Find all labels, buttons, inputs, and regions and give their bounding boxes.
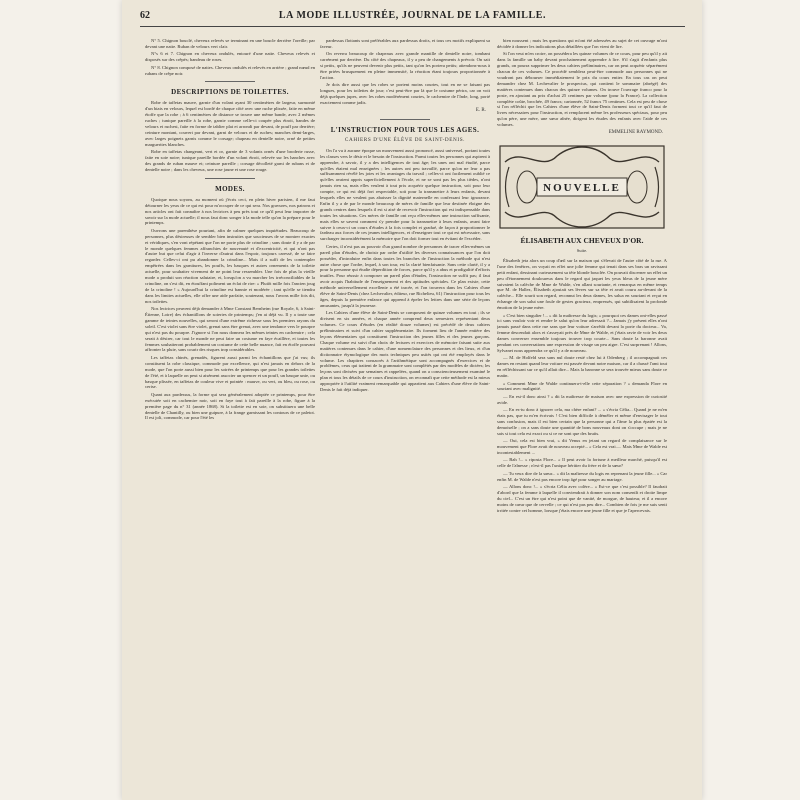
paragraph: Ouvrons une parenthèse pourtant, afin de calmer quelques inquiétudes. Beaucoup de personnes, plus désireuses de sembler bien instruites que soucieuses de se montrer exactes et véridiques, s'en vont répétant que l'on ne porte plus de crinoline ; sans doute il y a de par le monde quelques femmes affranchies de nouveauté et d'excentricité, et qui n'ont pas d'autre but que celui d'agir à l'inverse d'autrui dans l'espoir, toujours caressé, de se faire regarder. Celles-ci ont pu abandonner la crinoline... Mais il a suffi de les contempler empêtrées dans les garnitures, les pouffs, les basques et autres ornements de la toilette actuelle, pour souhaiter vivement de ne point leur ressembler. Une fois de plus la vieille mode a produit son réaction salutaire, et, lorsqu'on a vu marcher les irréconciliables de la crinoline, on s'est dit, en étouffant poliment un éclat de rire: « Plutôt mille fois l'ancien joug de la crinoline ! » Aujourd'hui la crinoline est bannie et modérée ; tant qu'elle se tiendra dans les limites actuelles, elle offre une aide parfaite, soutenant, nous l'avons mille fois dit, nos toilettes. [145, 227, 315, 304]
paragraph: Quant aux pardessus, la forme qui sera généralement adoptée ce printemps, pour être exécutée soit en cachemire noir, soit en faye tout à fait pareille à la robe, figure à la première page du n° 31 (année 1868). Si la toilette est en soie, on substituera une belle dentelle de Chantilly, ou bien une guipure, à la frange garnissant les contours de ce paletot. Il est joli, commode, car pour l'été les [145, 391, 315, 421]
nouvelle-ornament [497, 142, 667, 232]
paragraph: — Allons donc !... » s'écria Célia avec colère... « Est-ce que c'est possible? Il faudrait d'abord que la femme à laquelle il conviendrait à donner son nom consentît et droite limpe du ciel... C'est un être qui n'est point que de vanité, de morgue, de hauteur, et il a encore moins de cœur que de cervelle ; ce qui n'est pas peu dire... Combien de fois je me suis senti irritée contre cet homme, lorsque j'étais encore une jeune fille et que je l'apercevais. [497, 484, 667, 513]
paragraph: N°s 6 et 7. Chignon en cheveux ondulés, entouré d'une natte. Cheveux relevés et disposés sur des crêpés; bandeau de roses. [145, 51, 315, 63]
paragraph: Je dois dire aussi que les robes se portent moins courtes, tout en ne se faisant pas longues, pour les toilettes de jour; c'est peut-être par là que le costume périra, car on voit déjà quelques jupes, avec les robes modérément courtes, le cachemire de l'Inde, long, porté exactement comme jadis. [320, 82, 490, 106]
paragraph: bien noussent ; mais les questions qui m'ont été adressées au sujet de cet ouvrage m'ont décidée à donner les indications plus détaillées que l'on vient de lire. [497, 38, 667, 49]
story-title: ÉLISABETH AUX CHEVEUX D'OR. [520, 236, 644, 245]
section-divider [205, 178, 255, 179]
paragraph: « Comment Mme de Walde continuera-t-elle cette séparation ? » demanda Flore en souriant avec malignité. [497, 380, 667, 392]
paragraph: Les Cahiers d'une élève de Saint-Denis se composent de quinze volumes en tout ; ils se divisent en six années, et chaque année comprend deux semestres représentant deux volumes. Ce cours d'études (en réalité douze volumes) est précédé de deux cahiers préliminaires et suivi d'un cahier supplémentaire. Ils forment lieu de l'année entière des leçons élémentaires qui constituent l'instruction des jeunes filles et des jeunes garçons. Chaque volume est suivi d'un choix de lectures et exercices de mémoire faisant suite aux matières contenues dans le cahier, d'une nomenclature des personnes et des lieux, et d'un dictionnaire étymologique des mots techniques peu usités qui ont été employés dans le volume. Les chapitres consacrés à l'arithmétique sont accompagnés d'exercices et de problèmes, ceux qui traitent de la grammaire sont complétés par des modèles de dictées; les leçons sont divisées par semaines et rappelées, quand on a consciencieusement examiné le plan et tous les détails de ce cours d'instruction, on reconnaît que cette méthode est la mieux appropriée à l'utilité vraiment remarquable qui appartient aux Cahiers d'une élève de Saint-Denis le fait déjà indiquer. [320, 310, 490, 393]
paragraph: Robe de taffetas mauve, garnie d'un volant ayant 30 centimètres de largeur, surmonté d'un biais en velours, lequel est bordé de chaque côté avec une ruche plissée, faite en même étoffe que la robe ; à 6 centimètres de distance se trouve une même bande, avec 2 mêmes ruches ; tunique pareille à la robe, garnie comme celle-ci coupée plus étroit, bandes de velours et ruchest, faite en forme de tablier plat et arrondi par devant, de pouff par derrière; ceinture montant, couvert par devant, garni de velours et de ruches; manches demi-larges, avec larges poignets garnis comme le corsage; chapeau en dentelle noire, orné de petites marguerites blanches. [145, 100, 315, 147]
section-title-toilettes: DESCRIPTIONS DE TOILETTES. [171, 88, 289, 97]
banner-label: NOUVELLE [543, 182, 621, 194]
story-suite: Suite. [576, 248, 588, 253]
paragraph: — Oui, cela est bien vrai, » dit Venus en jetant un regard de complaisance sur le mouvement que Flore avait de nouveau accepté... « Cela est vrai..... Mais Mme de Walde est incontestablement ... [497, 438, 667, 455]
paragraph: Élisabeth jeta alors un coup d'œil sur la maison qui s'élevait de l'autre côté de la rue. A l'une des fenêtres, on voyait en effet une jolie femme qui tenait dans ses bras un ravissant petit enfant, dessinant curieusement sa tête blonde bouclée. On pouvait discerner un effet un peu d'étonnement douloureux dans le regard qui jaquet les yeux bleus de la jeune mère suivaient la calèche de Mme de Walde, s'en allant souriante, et remarqua en même temps que M. de Hallez, Élisabeth ajoutait ses lèvres sur sa tête et avait couru au-devant de la calèche... Elle sourit son regard, reconnut les deux dames, les salua en souriant et reçut en échange de son salut une foule de gestes gracieux, empressés, qui subtilisaient la profonde émotion de la jeune mère. [497, 257, 667, 311]
column-3 [497, 38, 667, 788]
paragraph: — M. de Holfeld sera sans nul doute resté chez lui à Odenberg ; il accompagnait ces dames en restant quand leur voiture est passée devant notre maison, car il a chassé l'ami tout en réfléchissant sur ce qu'il allait dire... Mais la baronne se sera trouvée mieux sans doute ce matin. [497, 355, 667, 379]
paragraph: — Bah !... » riposta Flore... « Il peut avoir la fortune à meilleur marché, puisqu'il est celle de l'aînesse ; n'est-il pas l'unique héritier du frère et de la sœur? [497, 457, 667, 469]
paragraph: Si l'on veut m'en croire, on possédera les quinze volumes de ce cours, pour peu qu'il y ait dans la famille un baby devant prochainement apprendre à lire. S'il s'agit d'enfants plus grands, on pourra supprimer les deux cahiers préliminaires, car on peut acquérir séparément chacun de ces volumes. Ce procédé semblera peut-être commode aux personnes qui ne voudront pas débourser immédiatement le prix du cours entier. En tous cas on peut demander chez M. Lechevalier le prospectus, qui contient le sommaire (abrégé) des matières contenues dans chacun des quinze volumes. On trouve l'ouvrage franco pour la poste, en ajoutant au prix d'achat 25 centimes par volume (pour la France). La collection complète coûte, brochée, 49 francs; cartonnée, 52 francs 75 centimes. Cela est peu de chose si l'on réfléchit que les Cahiers d'une élève de Saint-Denis forment tout ce qu'il faut de livres nécessaires pour l'instruction, et remplacent même les professeurs spéciaux, pour peu qu'on père, une mère, une sœur aînée, dirigent les études des enfants avec l'aide de ces volumes. [497, 51, 667, 128]
section-divider [205, 81, 255, 82]
section-divider [380, 119, 430, 120]
paragraph: Quoique nous soyons, au moment où j'écris ceci, en plein hiver parisien, il me faut détourner les yeux de ce qui est pour m'occuper de ce qui sera. Nos gravures, nos patrons et nos articles ont fait connaître à nos lectrices à peu près tout ce qu'il peut leur importer de savoir sur la mode actuelle; il nous faut donc songer à la mode telle qu'on la prépare pour le printemps. [145, 196, 315, 226]
paragraph: Robe en taffetas changeant, vert et or, garnie de 3 volants ornés d'une broderie russe, faite en soie noire; tunique pareille bordée d'un volant étroit, relevée sur les hanches avec des grands de ruban mauve et; ceinture pareille ; corsage décolleté garni de rubans et de dentelle noire ; dans les cheveux, une rose jaune et une rose rouge. [145, 149, 315, 172]
paragraph: — En es-tu donc à ignorer cela, ma chère enfant? ... « s'écria Célia... Quand je ne m'en étais pas, que tu m'en écrivais ! C'est bien difficile à démêler et même d'envisager le tout sans confusion, mais il est bien certain que la personne qui a l'âme la plus épatée est la demoiselle ; on a sans doute une quantité de bons nouveaux dont on s'occupe ; mais je ne sais si tout cela est exact ou si ce ne sont que des bruits. [497, 407, 667, 436]
paragraph: « C'est bien singulier !... » dit la maîtresse du logis; « pourquoi ces dames ont-elles passé ici sans vouloir voir et rendre le salut qu'on leur adressait ?... Jamais j'y présent elles n'ont jamais passé dans cette rue sans que leur voiture s'arrêtât devant la porte du docteur... Va, femme descendait alors et s'asseyait près de Mme de Walde, et j'étais ravie de voir les deux dames converser ensemble toujours trouver trop courte... Sans doute la baronne avait pendant ces conversations une expression de visage un peu aigre. C'est surprenant ! Allons, Sylvanet nous apprendra ce qu'il y a de nouveau. [497, 312, 667, 353]
paragraph: — Tu veux dire de la sœur... » dit la maîtresse du logis en reprenant la jeune fille... « Car enfin M. de Walde n'est pas encore trop âgé pour songer au mariage. [497, 470, 667, 482]
journal-title: LA MODE ILLUSTRÉE, JOURNAL DE LA FAMILLE. [278, 10, 547, 21]
page-number: 62 [140, 10, 150, 21]
column-1 [145, 38, 315, 788]
section-title-instruction: L'INSTRUCTION POUR TOUS LES AGES. [330, 125, 480, 134]
paragraph: N° 8. Chignon composé de nattes. Cheveux ondulés et relevés en arrière ; grand nœud en rubans de crêpe noir. [145, 64, 315, 76]
paragraph: Les taffetas chinés, grenadés, figurent aussi parmi les échantillons que j'ai vus; ils constituent la robe classique, commode par excellence, qui n'est jamais en dehors de la mode, que l'on porte aussi bien pour les soirées de printemps que pour les grandes toilettes de l'été, et à laquelle on peut si aisément associer un spencer et un pouff, un basque unie, ou basque plissée, en taffetas de couleur vive et pointée : mauve, ou vert, ou bleu, ou rose, ou cerise. [145, 354, 315, 390]
signature: EMMELINE RAYMOND. [608, 130, 663, 136]
column-2 [320, 38, 490, 788]
paragraph: On reverra beaucoup de chapeaux avec grande mantille de dentelle noire, tombant carrément par derrière. Du côté des chapeaux, il y a peu de changements à prévoir. On sait si petits, qu'ils ne peuvent devenir plus petits, tant qu'on les portera petits; attendons-nous à être priées brusquement en pleine immensité, la réaction étant toujours proportionnée à l'action. [320, 51, 490, 80]
page-header [140, 10, 685, 26]
paragraph: On l'a vu à aucune époque un mouvement aussi prononcé, aussi universel, portant toutes les classes vers le désir et le besoin de l'instruction. Parmi toutes les personnes qui aspirent à apprendre, à savoir, il y a des intelligences de tout âge; les unes ont mal étudié, parce qu'elles étaient mal enseignées ; les autres ont peu travaillé, parce qu'on ne leur a pas suffisamment révélé les joies et les avantages du travail ; celles-ci ont facilement oublié ce qu'elles avaient appris superficiellement à l'école, et ne se sont pas les plus tièdes, n'ont jamais rien su, mais elles veulent à tout prix acquérir quelque instruction, soit pour leur compte, ce qui est déjà fort respectable, soit pour la transmettre à leurs enfants, devant lesquels elles ne veulent pas abaisser la dignité maternelle en confessant leur ignorance. Enfin il y a de par le monde beaucoup de mères de famille que leur destinée éloigne des grands centres dans lesquels il est si aisé de recevoir l'instruction qui est indispensable dans toutes les situations. Ces mères de famille ont reçu elles-mêmes une instruction suffisante, mais elles se savent comment s'y prendre pour la transmettre à leurs enfants, avant faire suivre à ceux-ci un cours d'études à la fois complet et gradué, de façon à proportionner le fardeau aux forces de ces jeunes intelligences, et d'enseigner tout ce qui est nécessaire, sans surcharger inconsidérément la mémoire que l'on doit former tout en évitant de l'excéder. [320, 147, 490, 242]
paragraph: — En est-il donc ainsi ? » dit la maîtresse de maison avec une expression de curiosité avide. [497, 393, 667, 405]
paragraph: Certes, il n'est pas au pouvoir d'un grand nombre de personnes de tracer elles-mêmes un pareil plan d'études, de choisir par ordre d'utilité les diverses connaissances que l'on doit posséder, d'introduire enfin dans toutes les branches de l'instruction la méthode qui n'est autre chose que l'ordre, lequel, à son tour, est la clarté bienfaisante. Sans cette clarté, il y a pour la personne qui étudie déperdition de forces, parce qu'il y a abus et prodigalité d'efforts inutiles. Pour réussir à composer un pareil plan d'études, l'instruction ne suffit pas; il faut avoir acquis l'habitude de l'enseignement et des aptitudes spéciales. Ce plan existe, cette méthode universellement excellente a été tracée, et l'on trouvera dans les Cahiers d'une élève de Saint-Denis (chez Lechevalier, éditeur, rue Richelieu, 61) l'instruction pour tous les âges, depuis la première enfance qui apprend à épeler les lettres dans une série de leçons amusantes, jusqu'à la jeunesse. [320, 243, 490, 308]
section-title-modes: MODES. [215, 184, 245, 193]
paragraph: Nos lectrices peuvent déjà demander à Mme Constant Bernheim (rue Royale, 6, à Saint-Étienne, Loire) des échantillons de soieries de printemps; j'en ai déjà vu. Il y a toute une gamme de teintes nouvelles, qui seront d'une extrême richesse sous les premiers rayons du soleil. C'est violet sans être violet, grenat sans être grenat, avec une tendance vers le pourpre qui n'est pas du pourpre. J'ignore si l'on nous donnera les mêmes teintes en cachemire ; cela serait à désirer, car tout le monde ne peut faire un costume en faye écaillère, et toutes les femmes souhaiteront probablement un costume de cette belle nuance, fait en étoffe pouvant affronter la pluie, sans courir des risques trop considérables. [145, 306, 315, 353]
signature: E. R. [475, 107, 486, 113]
paragraph: N° 5. Chignon bouclé, cheveux relevés se terminant en une boucle derrière l'oreille; par devant une natte. Ruban de velours vert clair. [145, 38, 315, 49]
header-rule [140, 26, 685, 27]
section-subtitle: CAHIERS D'UNE ÉLÈVE DE SAINT-DENIS. [344, 136, 466, 143]
paragraph: pardessus flottants sont préférables aux pardessus droits, et tous ces motifs expliquent sa faveur. [320, 38, 490, 49]
